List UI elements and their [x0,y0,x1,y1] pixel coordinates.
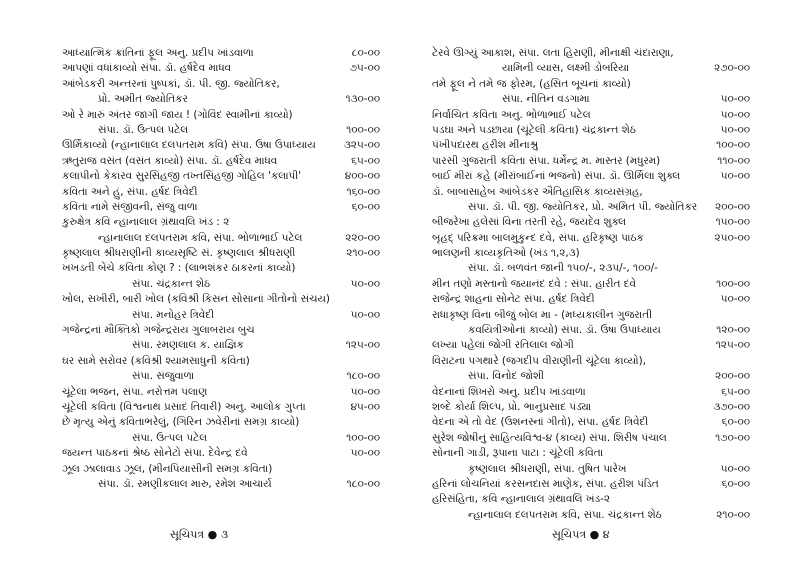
entry-price: ૨૨૦-૦૦ [345,231,380,244]
entry-title: ઓ રે મારું અંતર જાગી જાય ! (ગોવિંદ સ્વામીનાં કાવ્યો) [62,108,293,121]
catalogue-entry [432,138,750,153]
catalogue-entry [62,462,380,477]
catalogue-entry [432,169,750,184]
entry-title: ઋતુરાજ વસંત (વસંત કાવ્યો) સંપા. ડૉ. હર્ષદેવ માધવ [62,154,278,167]
entry-price: ૨૦૦-૦૦ [715,370,750,383]
entry-title: સુરેશ જોષીનું સાહિત્યવિશ્વ-૪ (કાવ્ય) સંપા. શિરીષ પંચાલ [432,431,667,444]
entry-title: વેદના એ તો વેદ (ઉશનસ્નાં ગીતો), સંપા. હર્ષદ ત્રિવેદી [432,416,649,429]
catalogue-entry [62,292,380,307]
catalogue-entry [432,231,750,246]
entry-title: હરિસંહિતા, કવિ ન્હાનાલાલ ગ્રંથાવલિ ખંડ-૨ [432,493,610,506]
entry-price: ૧૮૦-૦૦ [346,370,380,383]
entry-title: કૃષ્ણલાલ શ્રીધરાણી, સંપા. તુષિત પારેખ [468,462,627,475]
entry-price: ૪૦૦-૦૦ [344,170,380,183]
entry-title: આંબેડકરી અન્તરનાં પુષ્પકાં, ડૉ. પી. જી. જ્યોતિકર, [62,77,280,90]
catalogue-entry [432,108,750,123]
entry-title: સંપા. ડૉ. બળવંત જાની ૧૫૦/-, ૨૩૫/-, ૧૦૦/- [468,262,658,275]
entry-title: સંપા. ડૉ. પી. જી. જ્યોતિકર, પ્રો. અમિત પી. જ્યોતિકર [468,200,698,213]
catalogue-entry [62,308,380,323]
entry-title: ન્હાનાલાલ દલપતરામ કવિ, સંપા. ભોળાભાઈ પટેલ [98,231,303,244]
catalogue-entry [62,185,380,200]
entry-title: ભાલણની કાવ્યકૃતિઓ (ખંડ ૧,૨,૩) [432,247,580,260]
entry-title: કવયિત્રીઓનાં કાવ્યો) સંપા. ડૉ. ઉષા ઉપાધ્યાય [468,324,661,337]
catalogue-entry [62,277,380,292]
entry-title: બૃહદ્ પરિક્રમા બાલમુકુન્દ દવે, સંપા. હરિકૃષ્ણ પાઠક [432,231,644,244]
catalogue-entry [62,354,380,369]
entry-price: ૧૨૫-૦૦ [715,339,750,352]
entry-price: ૩૭૦-૦૦ [713,400,750,413]
catalogue-entry [62,123,380,138]
entry-title: યામિની વ્યાસ, લક્ષ્મી ડોબરિયા [502,62,630,75]
catalogue-entry [432,61,750,76]
catalogue-entry [62,215,380,230]
catalogue-entry [62,169,380,184]
entry-title: આધ્યાત્મિક ક્રાંતિનાં ફૂલ અનુ. પ્રદીપ ખાંડવાળા [62,47,254,59]
catalogue-entry [62,431,380,446]
entry-title: સંપા. ઉત્પલ પટેલ [132,431,208,444]
entry-price: ૫૦-૦૦ [720,93,750,106]
entry-title: કવિતા અને હું, સંપા. હર્ષદ ત્રિવેદી [62,185,198,198]
entry-price: ૩૨૫-૦૦ [343,139,380,152]
catalogue-entry [432,477,750,492]
catalogue-entry [432,446,750,461]
catalogue-entry [432,92,750,107]
catalogue-entry [432,123,750,138]
entry-price: ૨૦૦-૦૦ [715,200,750,213]
entry-price: ૫૦-૦૦ [350,308,380,321]
right-page-footer: સૂચિપત્ર ● ૪ [552,528,610,541]
entry-title: ચૂંટેલા ભજન, સંપા. નરોત્તમ પલાણ [62,385,208,398]
entry-price: ૫૦-૦૦ [720,170,750,183]
catalogue-entry [432,77,750,92]
catalogue-entry [432,308,750,323]
entry-price: ૨૧૦-૦૦ [716,508,750,521]
entry-price: ૨૫૦-૦૦ [714,231,750,244]
entry-price: ૨૧૦-૦૦ [346,247,380,260]
entry-title: કૃષ્ણલાલ શ્રીધરાણીની કાવ્યસૃષ્ટિ સં. કૃષ્ણલાલ શ્રીધરાણી [62,247,296,260]
catalogue-entry [432,200,750,215]
catalogue-entry [432,400,750,415]
entry-price: ૫૦-૦૦ [350,385,380,398]
catalogue-entry [62,446,380,461]
left-page-footer: સૂચિપત્ર ● ૩ [170,528,229,541]
catalogue-entry [432,215,750,230]
catalogue-entry [432,292,750,307]
catalogue-entry [432,261,750,276]
entry-title: સંપા. ચંદ્રકાન્ત શેઠ [132,277,211,290]
entry-title: નિર્વાચિત કવિતા અનુ. ભોળાભાઈ પટેલ [432,108,591,121]
left-page [62,46,380,492]
catalogue-entry [62,46,380,61]
entry-price: ૫૦-૦૦ [720,462,750,475]
entry-title: સંપા. રમણલાલ ક. યાજ્ઞિક [132,339,244,352]
entry-title: લખ્યા પહેલાં જોગી રતિલાલ જોગી [432,339,574,352]
entry-title: હરિનાં લોચનિયાં કરસનદાસ માણેક, સંપા. હરીશ પંડિત [432,477,659,490]
catalogue-entry [62,61,380,76]
catalogue-entry [62,323,380,338]
entry-price: ૧૬૦-૦૦ [346,185,380,198]
catalogue-entry [432,431,750,446]
entry-price: ૫૦-૦૦ [720,293,750,306]
catalogue-entry [432,508,750,523]
catalogue-entry [62,477,380,492]
catalogue-entry [62,385,380,400]
catalogue-entry [432,338,750,353]
entry-price: ૧૦૦-૦૦ [346,431,380,444]
right-page [432,46,750,523]
entry-title: ઊર્મિકાવ્યો (ન્હાનાલાલ દલપતરામ કવિ) સંપા. ઉષા ઉપાધ્યાય [62,139,316,152]
entry-title: સંપા. વિનોદ જોશી [468,370,544,383]
entry-price: ૫૦-૦૦ [350,447,380,460]
catalogue-entry [62,77,380,92]
entry-title: પંખીપદારથ હરીશ મીનાશ્રુ [432,139,539,152]
entry-price: ૧૨૦-૦૦ [716,324,750,337]
catalogue-entry [432,385,750,400]
entry-title: પડઘા અને પડછાયા (ચૂંટેલી કવિતા) ચંદ્રકાન્ત શેઠ [432,123,636,136]
entry-price: ૬૫-૦૦ [721,385,750,398]
entry-price: ૫૦-૦૦ [350,277,380,290]
catalogue-entry [432,154,750,169]
entry-title: કલાપીનો કેકારવ સુરસિંહજી તખ્તસિંહજી ગોહિલ 'કલાપી' [62,170,302,183]
catalogue-entry [62,338,380,353]
catalogue-entry [432,492,750,507]
catalogue-entry [432,46,750,61]
catalogue-entry [432,323,750,338]
catalogue-entry [432,369,750,384]
entry-title: ડૉ. બાબાસાહેબ આંબેડકર ઐતિહાસિક કાવ્યસંગ્રહ, [432,185,643,198]
entry-title: પ્રો. અમીત જ્યોતિકર [98,93,188,106]
entry-title: સંપા. નીતિન વડગામા [502,93,590,106]
entry-price: ૧૧૦-૦૦ [717,154,750,167]
catalogue-entry [62,400,380,415]
entry-title: ખોલ, સખીરી, બારી ખોલ (કવિશ્રી કિસન સોસાનાં ગીતોનો સંચય) [62,293,330,306]
catalogue-entry [432,246,750,261]
entry-price: ૬૫-૦૦ [351,154,380,167]
catalogue-entry [62,369,380,384]
entry-price: ૪૫-૦૦ [350,400,380,413]
entry-title: જયન્ત પાઠકનાં શ્રેષ્ઠ સોનેટો સંપા. દેવેન્દ્ર દવે [62,447,248,460]
entry-title: ચૂંટેલી કવિતા (વિશ્વનાથ પ્રસાદ તિવારી) અનુ. આલોક ગુપ્તા [62,400,306,413]
catalogue-entry [432,354,750,369]
catalogue-entry [62,138,380,153]
entry-title: સંપા. સંજુવાળા [132,370,195,383]
entry-price: ૬૦-૦૦ [351,200,380,213]
entry-title: તમે ફૂલ ને તમે જ ફોરમ, (હસિત બૂચનાં કાવ્યો) [432,77,631,90]
entry-title: વિરાટના પગથારે (જગદીપ વીરાણીની ચૂંટેલા કાવ્યો), [432,354,646,367]
entry-title: કવિતા નામે સંજીવની, સંજુ વાળા [62,200,198,213]
entry-title: સંપા. ડૉ. રમણીકલાલ મારુ, રમેશ આચાર્ય [98,477,272,490]
entry-title: છે મૃત્યુ એનું કવિતાભરેલું, (ગિરિન ઝવેરીનાં સમગ્ર કાવ્યો) [62,416,300,429]
catalogue-entry [62,415,380,430]
entry-title: સંપા. મનોહર ત્રિવેદી [132,308,215,321]
entry-price: ૧૩૦-૦૦ [345,93,380,106]
entry-price: ૧૭૦-૦૦ [715,431,750,444]
catalogue-entry [432,185,750,200]
catalogue-entry [432,462,750,477]
entry-title: ખખડતી બેંચે કવિતા કોણ ? : (લાભશંકર ઠાકરનાં કાવ્યો) [62,262,296,275]
entry-price: ૬૦-૦૦ [721,416,750,429]
entry-price: ૧૦૦-૦૦ [716,277,750,290]
entry-price: ૫૦-૦૦ [720,108,750,121]
entry-price: ૧૫૦-૦૦ [715,216,750,229]
catalogue-entry [62,200,380,215]
entry-title: ન્હાનાલાલ દલપતરામ કવિ, સંપા. ચંદ્રકાન્ત શેઠ [468,508,662,521]
entry-price: ૧૮૦-૦૦ [346,477,380,490]
entry-title: રાધાકૃષ્ણ વિના બીજું બોલ મા - (મધ્યકાલીન ગુજરાતી [432,308,653,321]
catalogue-entry [62,154,380,169]
entry-title: વેદનાનાં શિખરો અનુ. પ્રદીપ ખાંડવાળા [432,385,586,398]
entry-title: સંપા. ડૉ. ઉત્પલ પટેલ [98,123,189,136]
entry-price: ૭૫-૦૦ [349,62,380,75]
catalogue-entry [432,415,750,430]
entry-price: ૧૦૦-૦૦ [716,139,750,152]
entry-title: પારસી ગુજરાતી કવિતા સંપા. ધર્મેન્દ્ર મ. માસ્તર (મધુરમ) [432,154,661,167]
entry-title: આપણાં વધાંકાવ્યો સંપા. ડૉ. હર્ષદેવ માધવ [62,62,232,75]
catalogue-entry [62,231,380,246]
entry-price: ૧૨૫-૦૦ [345,339,380,352]
entry-title: ઝૂલ ઝાલાવાડ ઝૂલ, (મીનપિયાસીની સમગ્ર કવિતા) [62,462,273,475]
entry-title: કુરુક્ષેત્ર કવિ ન્હાનાલાલ ગ્રંથાવલિ ખંડ : ૨ [62,216,230,229]
entry-title: સોનાની ગાડી, રૂપાના પાટા : ચૂંટેલી કવિતા [432,447,604,460]
catalogue-entry [62,92,380,107]
catalogue-entry [62,261,380,276]
entry-title: બીજરેખા હલેસાં વિના તરતી રહે, જયદેવ શુક્લ [432,216,626,229]
entry-title: ટેરવે ઊગ્યું આકાશ, સંપા. લતા હિરાણી, મીનાક્ષી ચંદારાણા, [432,47,674,59]
catalogue-entry [62,108,380,123]
entry-price: ૫૦-૦૦ [720,123,750,136]
catalogue-entry [432,277,750,292]
entry-price: ૨૭૦-૦૦ [714,62,750,75]
entry-price: ૮૦-૦૦ [351,47,380,59]
entry-price: ૧૦૦-૦૦ [346,123,380,136]
entry-title: બાઈ મીરાં કહે (મીરાંબાઈનાં ભજનો) સંપા. ડૉ. ઊર્મિલા શુક્લ [432,170,681,183]
entry-title: ગજેન્દ્રનાં મૌક્તિકો ગજેન્દ્રરાય ગુલાબરાય બુચ [62,324,255,337]
catalogue-entry [62,246,380,261]
entry-title: મીન તણો મસ્તાનો જયાનંદ દવે : સંપા. હારીત દવે [432,277,636,290]
entry-title: ઘર સામે સરોવર (કવિશ્રી શ્યામસાધુની કવિતા) [62,354,250,367]
entry-price: ૬૦-૦૦ [721,477,750,490]
entry-title: શબ્દે કોર્યા શિલ્પ, પ્રો. ભાનુપ્રસાદ પંડ્યા [432,400,592,413]
entry-title: રાજેન્દ્ર શાહનાં સોનેટ સંપા. હર્ષદ ત્રિવેદી [432,293,595,306]
